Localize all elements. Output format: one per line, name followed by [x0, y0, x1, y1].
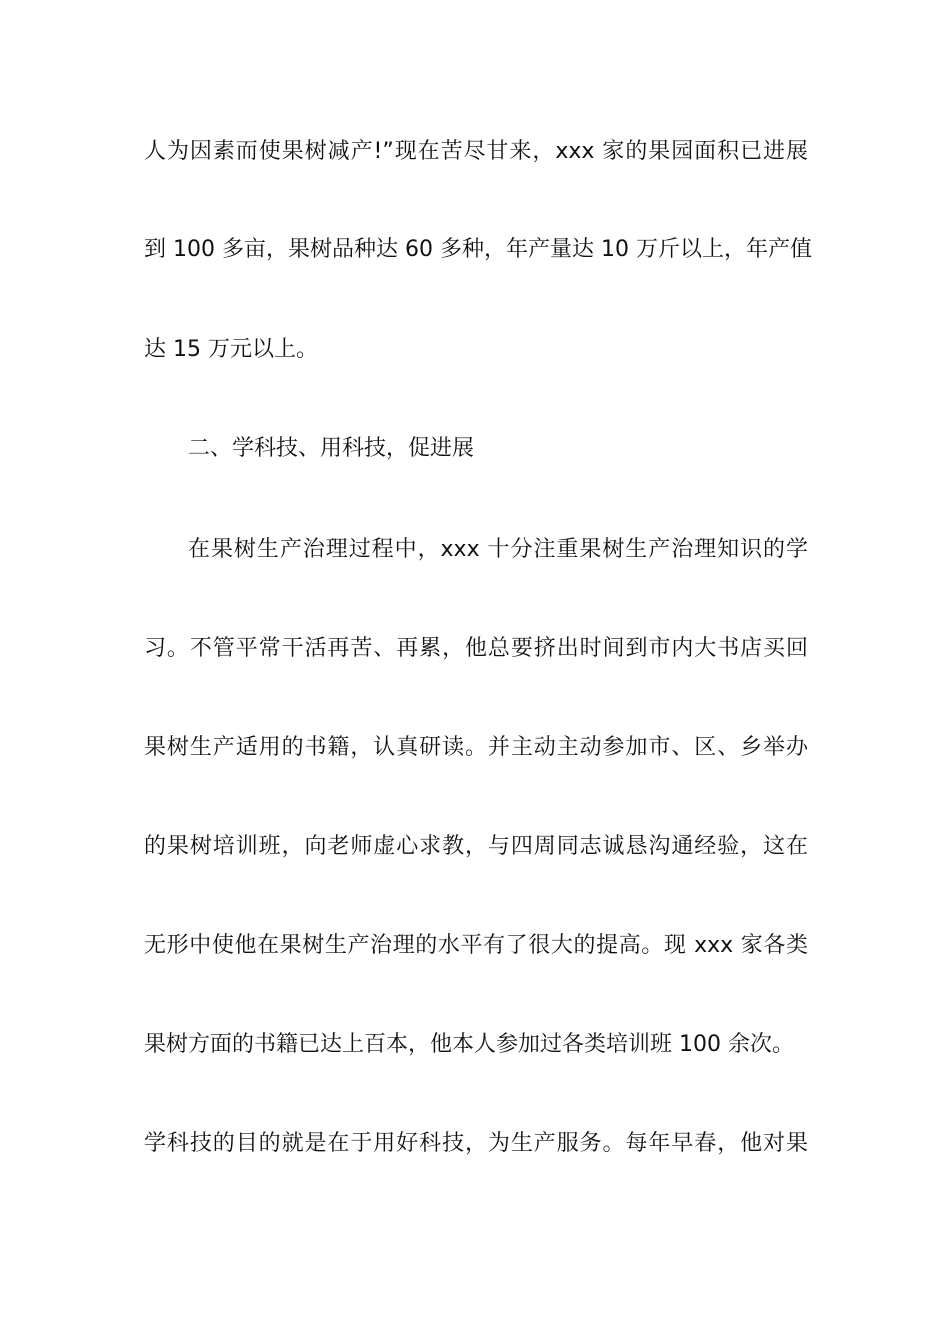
paragraph-line: 到 100 多亩，果树品种达 60 多种，年产量达 10 万斤以上，年产值	[144, 237, 812, 262]
paragraph-line: 在果树生产治理过程中，xxx 十分注重果树生产治理知识的学	[188, 537, 808, 562]
paragraph-line: 人为因素而使果树减产!”现在苦尽甘来，xxx 家的果园面积已进展	[144, 139, 808, 164]
paragraph-line: 学科技的目的就是在于用好科技，为生产服务。每年早春，他对果	[144, 1131, 808, 1156]
paragraph-line: 的果树培训班，向老师虚心求教，与四周同志诚恳沟通经验，这在	[144, 834, 808, 859]
paragraph-line: 无形中使他在果树生产治理的水平有了很大的提高。现 xxx 家各类	[144, 933, 808, 958]
paragraph-line: 达 15 万元以上。	[144, 337, 318, 362]
section-heading: 二、学科技、用科技，促进展	[188, 436, 475, 461]
paragraph-line: 习。不管平常干活再苦、再累，他总要挤出时间到市内大书店买回	[144, 636, 808, 661]
paragraph-line: 果树方面的书籍已达上百本，他本人参加过各类培训班 100 余次。	[144, 1032, 794, 1057]
paragraph-line: 果树生产适用的书籍，认真研读。并主动主动参加市、区、乡举办	[144, 735, 808, 760]
